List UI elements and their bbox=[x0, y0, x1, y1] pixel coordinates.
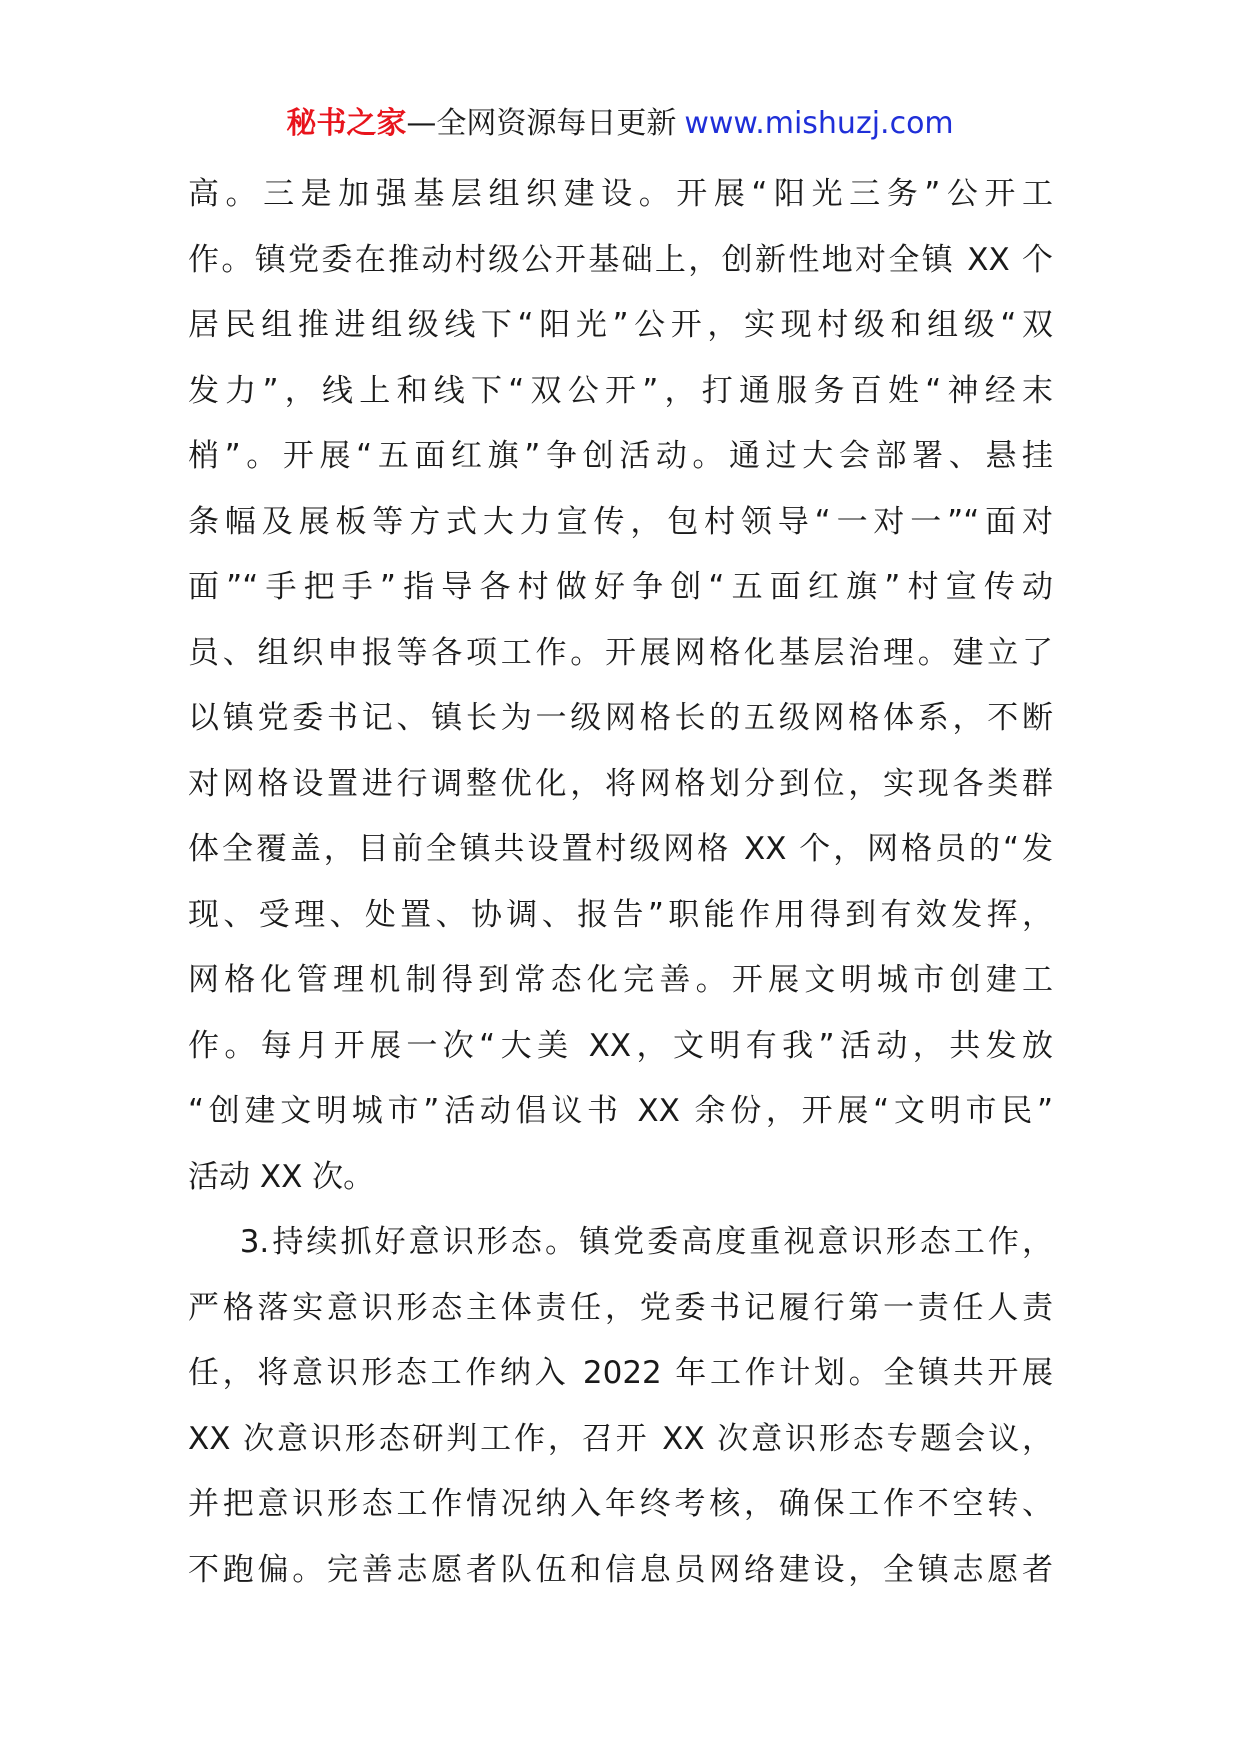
paragraph bbox=[188, 1210, 1053, 1603]
text-line: 不跑偏。完善志愿者队伍和信息员网络建设，全镇志愿者 bbox=[188, 1551, 1053, 1588]
text-line: 任，将意识形态工作纳入 2022 年工作计划。全镇共开展 bbox=[188, 1355, 1053, 1391]
text-line: 现、受理、处置、协调、报告”职能作用得到有效发挥， bbox=[188, 896, 1053, 933]
text-line: 条幅及展板等方式大力宣传，包村领导“一对一”“面对 bbox=[188, 503, 1053, 540]
text-line: 体全覆盖，目前全镇共设置村级网格 XX 个，网格员的“发 bbox=[188, 831, 1053, 867]
text-line: 网格化管理机制得到常态化完善。开展文明城市创建工 bbox=[188, 962, 1053, 998]
site-url-link[interactable]: www.mishuzj.com bbox=[684, 106, 954, 141]
text-line: XX 次意识形态研判工作，召开 XX 次意识形态专题会议， bbox=[188, 1420, 1053, 1457]
text-line: 活动 XX 次。 bbox=[188, 1158, 375, 1195]
text-line: 居民组推进组级线下“阳光”公开，实现村级和组级“双 bbox=[188, 307, 1053, 343]
text-line: “创建文明城市”活动倡议书 XX 余份，开展“文明市民” bbox=[188, 1093, 1053, 1129]
text-line: 高。三是加强基层组织建设。开展“阳光三务”公开工 bbox=[188, 176, 1053, 212]
text-line: 作。镇党委在推动村级公开基础上，创新性地对全镇 XX 个 bbox=[188, 241, 1053, 278]
text-line: 并把意识形态工作情况纳入年终考核，确保工作不空转、 bbox=[188, 1486, 1053, 1522]
text-line: 作。每月开展一次“大美 XX，文明有我”活动，共发放 bbox=[188, 1027, 1053, 1064]
document-body bbox=[188, 162, 1053, 1603]
text-line: 严格落实意识形态主体责任，党委书记履行第一责任人责 bbox=[188, 1289, 1053, 1326]
text-line: 以镇党委书记、镇长为一级网格长的五级网格体系，不断 bbox=[188, 700, 1053, 736]
text-line: 对网格设置进行调整优化，将网格划分到位，实现各类群 bbox=[188, 765, 1053, 802]
text-line: 员、组织申报等各项工作。开展网格化基层治理。建立了 bbox=[188, 634, 1053, 671]
site-header bbox=[0, 102, 1240, 146]
text-line: 面”“手把手”指导各村做好争创“五面红旗”村宣传动 bbox=[188, 569, 1053, 605]
text-line: 3.持续抓好意识形态。镇党委高度重视意识形态工作， bbox=[188, 1224, 1053, 1260]
brand-name: 秘书之家 bbox=[286, 106, 407, 141]
paragraph bbox=[188, 162, 1053, 1210]
text-line: 发力”，线上和线下“双公开”，打通服务百姓“神经末 bbox=[188, 372, 1053, 409]
header-tagline: —全网资源每日更新 bbox=[406, 106, 677, 141]
text-line: 梢”。开展“五面红旗”争创活动。通过大会部署、悬挂 bbox=[188, 438, 1053, 474]
